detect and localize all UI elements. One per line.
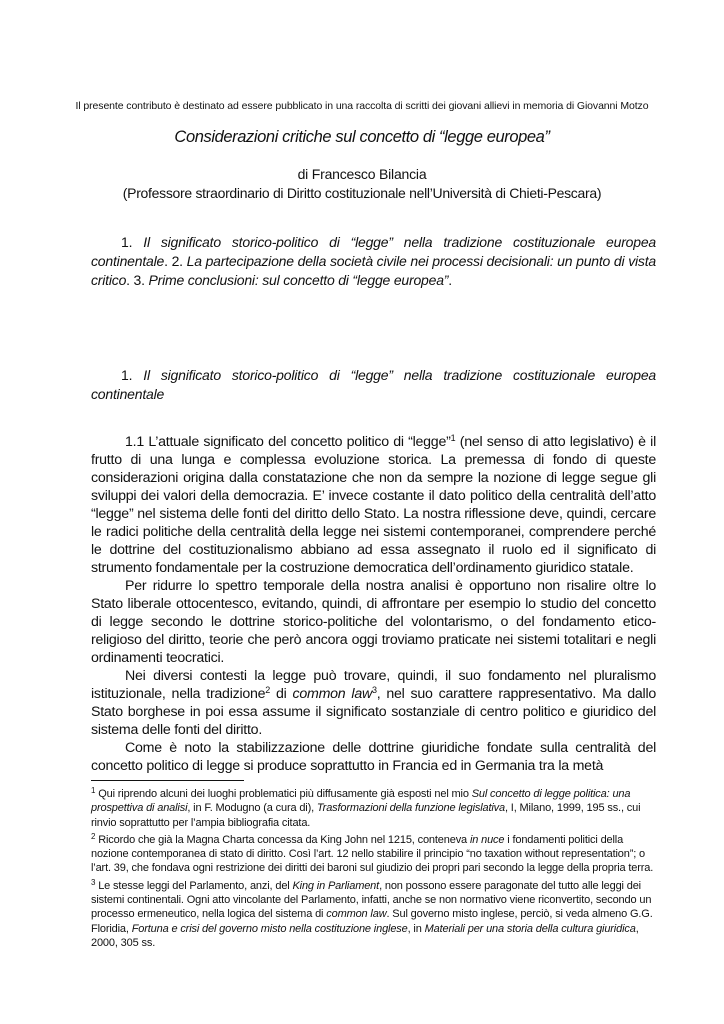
footnote-2-italic-1: in nuce bbox=[469, 833, 505, 846]
toc-end: . bbox=[448, 272, 452, 288]
footnote-1-text: Qui riprendo alcuni dei luoghi problematici più diffusamente già esposti nel mio bbox=[95, 788, 472, 800]
footnotes bbox=[91, 784, 656, 950]
footnote-2-mark: 2 bbox=[91, 831, 96, 841]
footnote-2-text-2: i fondamenti politici della nozione contemporanea di stato di diritto. Così l’art. 12 nello stabilire il principio “no taxation without representation”; o l’art. 39, che fondava ogni restrizione dei diritti dei baroni sul giudizio dei propri pari secondo la legge della propria terra. bbox=[91, 833, 654, 875]
footnote-3-italic-4: Materiali per una storia della cultura giuridica bbox=[424, 922, 636, 935]
paper-title: Considerazioni critiche sul concetto di “legge europea” bbox=[174, 128, 550, 146]
toc-item-3: Prime conclusioni: sul concetto di “legge europea” bbox=[148, 272, 449, 288]
paragraph-4: Come è noto la stabilizzazione delle dottrine giuridiche fondate sulla centralità del concetto politico di legge si produce soprattutto in Francia ed in Germania tra la metà bbox=[91, 740, 656, 774]
paragraph-1 bbox=[91, 433, 656, 577]
toc-number-1: 1. bbox=[121, 234, 144, 250]
footnote-ref-3[interactable]: 3 bbox=[371, 685, 377, 695]
paragraph-3 bbox=[91, 667, 656, 739]
footnote-2-text: Ricordo che già la Magna Charta concessa da King John nel 1215, conteneva bbox=[95, 833, 470, 846]
toc-number-3: . 3. bbox=[126, 272, 149, 288]
footnote-3-text-2: , non possono essere paragonate del tutto alle leggi dei sistemi continentali. Ogni atto vincolante del Parlamento, infatti, anche se non normativo viene riconvertito, secondo un processo ermeneutico, nella logica del sistema di bbox=[91, 879, 652, 921]
paragraph-1-rest: (nel senso di atto legislativo) è il frutto di una lunga e complessa evoluzione storica. La premessa di fondo di queste considerazioni origina dalla constatazione che non da sempre la nozione di legge segue gli sviluppi dei valori della democrazia. E’ invece costante il dato politico della centralità dell’atto “legge” nel sistema delle fonti del diritto dello Stato. La nostra riflessione deve, quindi, cercare le radici politiche della centralità della legge nei sistemi contemporanei, comprendere perché le dottrine del costituzionalismo abbiano ad essa assegnato il ruolo ed il significato di strumento fondamentale per la costruzione democratica dell’ordinamento giuridico statale. bbox=[91, 434, 656, 576]
footnote-3-text-5: , 2000, 305 ss. bbox=[91, 922, 639, 949]
footnote-1 bbox=[91, 784, 656, 830]
paragraph-3-italic: common law bbox=[292, 686, 372, 702]
paragraph-3-start: Nei diversi contesti la legge può trovare, quindi, il suo fondamento nel pluralismo istituzionale, nella tradizione bbox=[91, 668, 656, 702]
section-number: 1. bbox=[121, 367, 144, 383]
footnote-3-text-3: . Sul governo misto inglese, perciò, si veda almeno G.G. Floridia, bbox=[91, 908, 653, 935]
toc-item-2: La partecipazione della società civile nei processi decisionali: un punto di vista critico bbox=[91, 253, 656, 288]
footnote-3-mark: 3 bbox=[91, 877, 96, 887]
footnote-separator bbox=[91, 780, 244, 781]
footnote-1-italic-2: Trasformazioni della funzione legislativa bbox=[316, 802, 505, 815]
footnote-1-text-3: , I, Milano, 1999, 195 ss., cui rinvio soprattutto per l’ampia bibliografia citata. bbox=[91, 802, 641, 829]
footnote-ref-2[interactable]: 2 bbox=[265, 685, 271, 695]
table-of-contents bbox=[91, 233, 656, 290]
section-heading bbox=[91, 366, 656, 404]
footnote-3-italic-2: common law bbox=[326, 908, 387, 921]
footnote-3-italic-1: King in Parliament bbox=[292, 879, 380, 892]
footnote-1-italic-1: Sul concetto di legge politica: una prospettiva di analisi bbox=[91, 788, 631, 815]
header-note: Il presente contributo è destinato ad essere pubblicato in una raccolta di scritti dei giovani allievi in memoria di Giovanni Motzo bbox=[75, 100, 649, 112]
footnote-1-mark: 1 bbox=[91, 786, 96, 795]
body-text bbox=[91, 433, 656, 775]
footnote-ref-1[interactable]: 1 bbox=[450, 433, 456, 443]
paragraph-3-mid: di bbox=[270, 686, 293, 702]
paragraph-1-start: 1.1 L’attuale significato del concetto politico di “legge” bbox=[125, 434, 451, 450]
footnote-3-text: Le stesse leggi del Parlamento, anzi, del bbox=[95, 879, 293, 892]
section-title: Il significato storico-politico di “legge” nella tradizione costituzionale europea continentale bbox=[91, 367, 656, 402]
author-line: di Francesco Bilancia bbox=[297, 166, 427, 182]
paragraph-3-rest: , nel suo carattere rappresentativo. Ma dallo Stato borghese in poi essa assume il significato sostanziale di centro politico e giuridico del sistema delle fonti del diritto. bbox=[91, 686, 656, 738]
paragraph-2: Per ridurre lo spettro temporale della nostra analisi è opportuno non risalire oltre lo Stato liberale ottocentesco, evitando, quindi, di affrontare per esempio lo studio del concetto di legge secondo le dottrine storico-politiche del volontarismo, o del fondamento etico-religioso del diritto, teorie che però ancora oggi troviamo praticate nei sistemi totalitari e negli ordinamenti teocratici. bbox=[91, 578, 656, 666]
toc-number-2: . 2. bbox=[164, 253, 187, 269]
footnote-2 bbox=[91, 830, 656, 876]
footnote-3-text-4: , in bbox=[407, 922, 425, 935]
footnote-1-text-2: , in F. Modugno (a cura di), bbox=[187, 802, 317, 815]
footnote-3 bbox=[91, 876, 656, 950]
toc-item-1: Il significato storico-politico di “legge” nella tradizione costituzionale europea continentale bbox=[91, 234, 656, 269]
footnote-3-italic-3: Fortuna e crisi del governo misto nella costituzione inglese bbox=[131, 922, 408, 935]
author-affiliation: (Professore straordinario di Diritto costituzionale nell’Università di Chieti-Pescara) bbox=[122, 185, 602, 201]
